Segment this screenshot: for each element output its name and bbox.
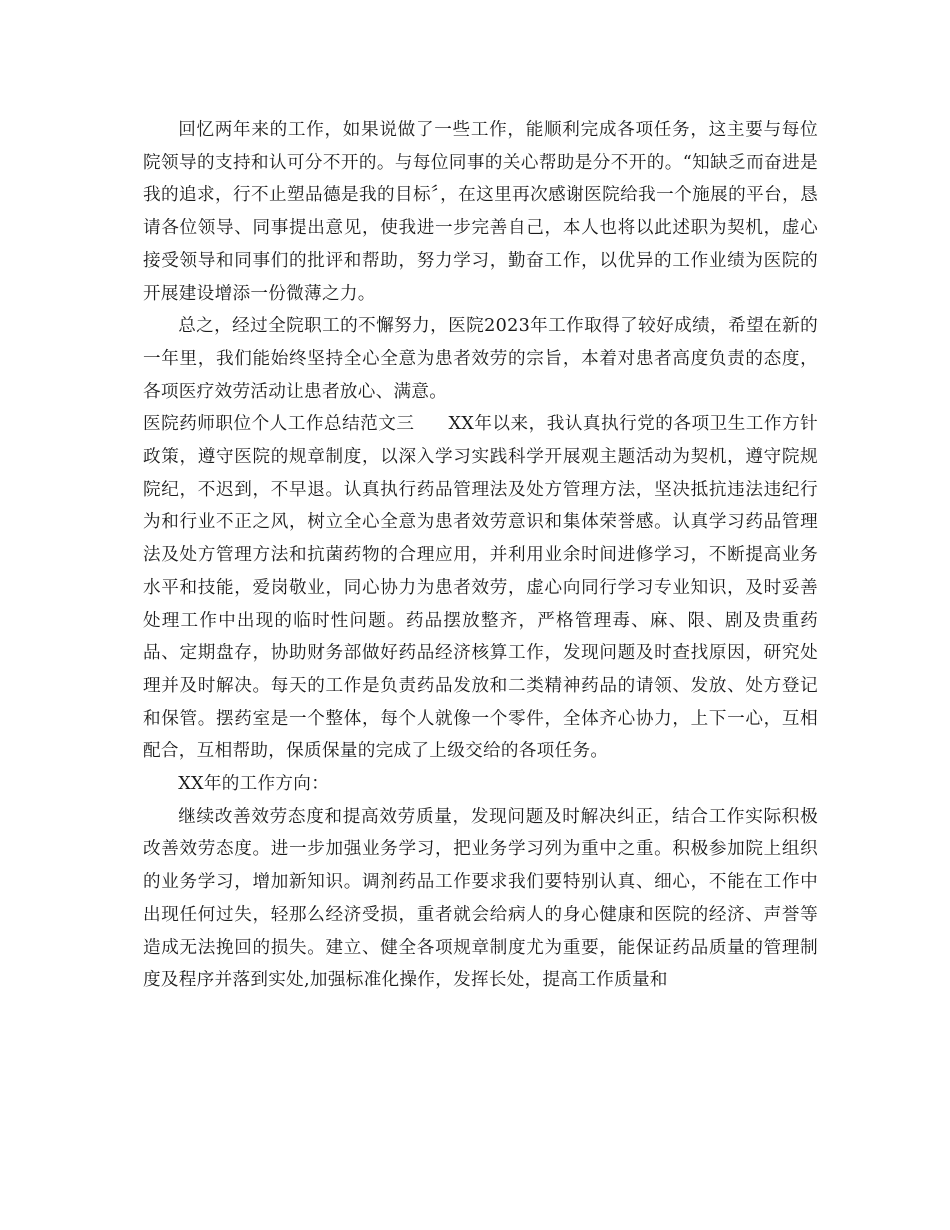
direction-heading: XX年的工作方向：	[178, 774, 330, 795]
paragraph-summary: 总之，经过全院职工的不懈努力，医院2023年工作取得了较好成绩，希望在新的一年里，我们能始终坚持全心全意为患者效劳的宗旨，本着对患者高度负责的态度，各项医疗效劳活动让患者放心、满意。	[143, 316, 818, 402]
section-title: 医院药师职位个人工作总结范文三	[143, 414, 415, 435]
document-body	[143, 114, 818, 997]
section-paragraph	[143, 408, 818, 768]
section-body: XX年以来，我认真执行党的各项卫生工作方针政策，遵守医院的规章制度，以深入学习实践科学开展观主题活动为契机，遵守院规院纪，不迟到，不早退。认真执行药品管理法及处方管理方法，坚决抵抗违法违纪行为和行业不正之风，树立全心全意为患者效劳意识和集体荣誉感。认真学习药品管理法及处方管理方法和抗菌药物的合理应用，并利用业余时间进修学习，不断提高业务水平和技能，爱岗敬业，同心协力为患者效劳，虚心向同行学习专业知识，及时妥善处理工作中出现的临时性问题。药品摆放整齐，严格管理毒、麻、限、剧及贵重药品、定期盘存，协助财务部做好药品经济核算工作，发现问题及时查找原因，研究处理并及时解决。每天的工作是负责药品发放和二类精神药品的请领、发放、处方登记和保管。摆药室是一个整体，每个人就像一个零件，全体齐心协力，上下一心，互相配合，互相帮助，保质保量的完成了上级交给的各项任务。	[143, 414, 818, 762]
paragraph-direction: 继续改善效劳态度和提高效劳质量，发现问题及时解决纠正，结合工作实际积极改善效劳态度。进一步加强业务学习，把业务学习列为重中之重。积极参加院上组织的业务学习，增加新知识。调剂药品工作要求我们要特别认真、细心，不能在工作中出现任何过失，轻那么经济受损，重者就会给病人的身心健康和医院的经济、声誉等造成无法挽回的损失。建立、健全各项规章制度尤为重要，能保证药品质量的管理制度及程序并落到实处,加强标准化操作，发挥长处，提高工作质量和	[143, 806, 818, 991]
paragraph-review: 回忆两年来的工作，如果说做了一些工作，能顺利完成各项任务，这主要与每位院领导的支持和认可分不开的。与每位同事的关心帮助是分不开的。“知缺乏而奋进是我的追求，行不止塑品德是我的目标〞，在这里再次感谢医院给我一个施展的平台，恳请各位领导、同事提出意见，使我进一步完善自己，本人也将以此述职为契机，虚心接受领导和同事们的批评和帮助，努力学习，勤奋工作，以优异的工作业绩为医院的开展建设增添一份微薄之力。	[143, 120, 818, 304]
